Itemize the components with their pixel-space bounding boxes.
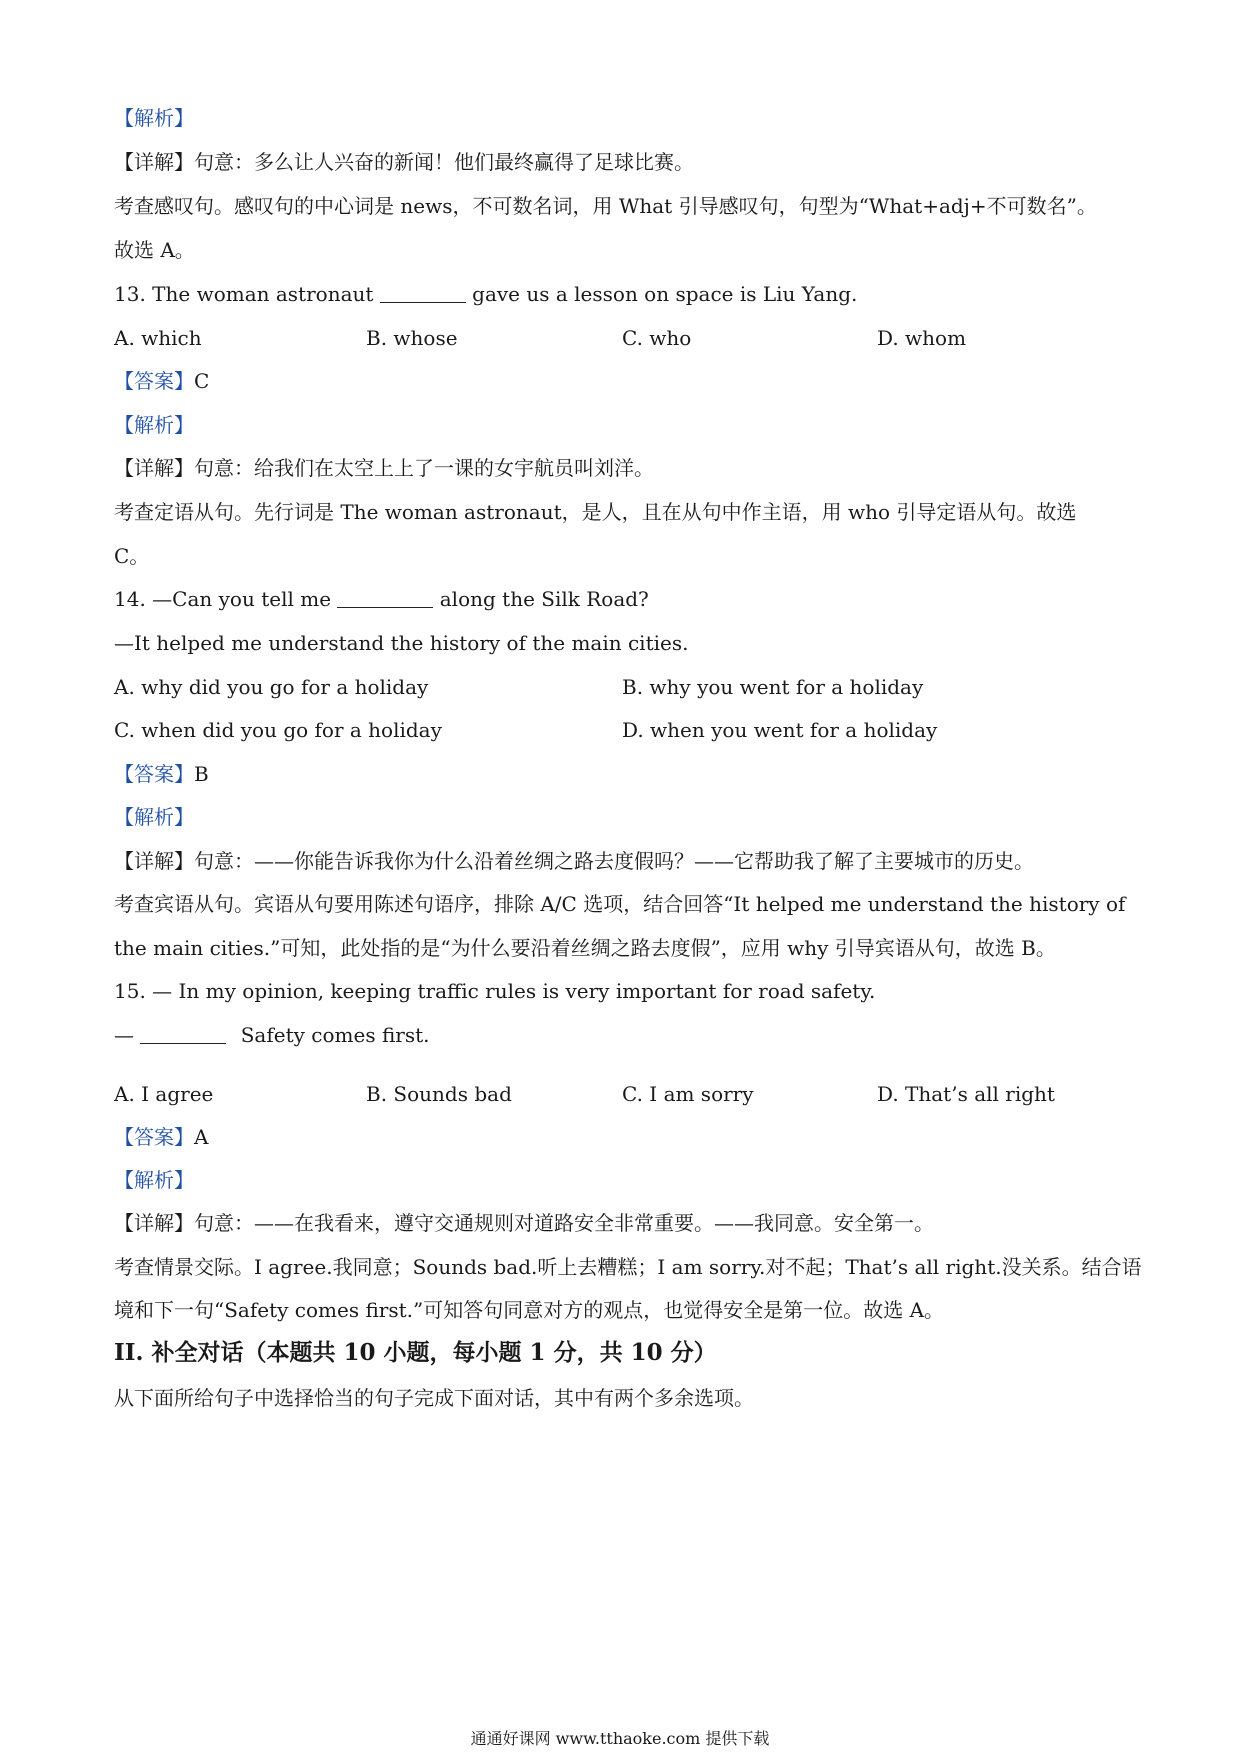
analysis-tag: 【解析】 (114, 413, 194, 437)
q14-reply: —It helped me understand the history of the main cities. (114, 631, 689, 655)
q15-answer: A (194, 1125, 209, 1149)
q15-stem: 15. — In my opinion, keeping traffic rules is very important for road safety. (114, 979, 876, 1003)
answer-tag: 【答案】 (114, 1125, 194, 1149)
q13-analysis-line (114, 411, 1134, 439)
q13-option-c: C. who (622, 326, 692, 350)
q14-detail-text: 句意：——你能告诉我你为什么沿着丝绸之路去度假吗？——它帮助我了解了主要城市的历史。 (194, 849, 1034, 873)
detail-tag: 【详解】 (114, 849, 194, 873)
q15-answer-line (114, 1123, 1134, 1151)
q15-blank (140, 1023, 226, 1044)
detail-tag: 【详解】 (114, 1211, 194, 1235)
answer-tag: 【答案】 (114, 369, 194, 393)
analysis-tag: 【解析】 (114, 1168, 194, 1192)
q14-stem-before: 14. —Can you tell me (114, 587, 332, 611)
q12-explain-line-2: 故选 A。 (114, 238, 195, 262)
q14-blank (337, 587, 433, 608)
analysis-tag: 【解析】 (114, 805, 194, 829)
q13-detail-text: 句意：给我们在太空上上了一课的女宇航员叫刘洋。 (194, 456, 654, 480)
q14-option-c: C. when did you go for a holiday (114, 718, 442, 742)
detail-tag: 【详解】 (114, 150, 194, 174)
q15-reply-dash: — (114, 1023, 134, 1047)
q14-analysis-line (114, 803, 1134, 831)
q15-option-c: C. I am sorry (622, 1082, 754, 1106)
q12-analysis-line (114, 104, 1134, 132)
q15-option-b: B. Sounds bad (366, 1082, 512, 1106)
q14-stem-after: along the Silk Road? (439, 587, 649, 611)
q12-explain-line-1: 考查感叹句。感叹句的中心词是 news，不可数名词，用 What 引导感叹句，句型为“What+adj+不可数名”。 (114, 194, 1097, 218)
q13-answer-line (114, 367, 1134, 395)
q15-reply (114, 1021, 1134, 1049)
q14-explain-line-1: 考查宾语从句。宾语从句要用陈述句语序，排除 A/C 选项，结合回答“It helped me understand the history of (114, 892, 1126, 916)
q13-option-a: A. which (114, 326, 202, 350)
q12-detail-text: 句意：多么让人兴奋的新闻！他们最终赢得了足球比赛。 (194, 150, 694, 174)
q14-option-b: B. why you went for a holiday (622, 675, 924, 699)
q15-option-d: D. That’s all right (877, 1082, 1055, 1106)
q13-explain-line-2: C。 (114, 544, 150, 568)
q13-answer: C (194, 369, 210, 393)
q15-explain-line-2: 境和下一句“Safety comes first.”可知答句同意对方的观点，也觉得安全是第一位。故选 A。 (114, 1298, 945, 1322)
q13-detail-line (114, 454, 1134, 482)
q15-analysis-line (114, 1166, 1134, 1194)
q13-stem-after: gave us a lesson on space is Liu Yang. (472, 282, 858, 306)
detail-tag: 【详解】 (114, 456, 194, 480)
q15-explain-line-1: 考查情景交际。I agree.我同意；Sounds bad.听上去糟糕；I am sorry.对不起；That’s all right.没关系。结合语 (114, 1255, 1142, 1279)
q13-explain-line-1: 考查定语从句。先行词是 The woman astronaut，是人，且在从句中作主语，用 who 引导定语从句。故选 (114, 500, 1077, 524)
page-footer: 通通好课网 www.tthaoke.com 提供下载 (470, 1729, 770, 1748)
q13-blank (380, 282, 466, 303)
q13-stem (114, 280, 1134, 308)
q14-stem (114, 585, 1134, 613)
section-2-instruction: 从下面所给句子中选择恰当的句子完成下面对话，其中有两个多余选项。 (114, 1386, 754, 1410)
analysis-tag: 【解析】 (114, 106, 194, 130)
q13-option-d: D. whom (877, 326, 967, 350)
q13-option-b: B. whose (366, 326, 458, 350)
q14-answer-line (114, 760, 1134, 788)
q14-option-d: D. when you went for a holiday (622, 718, 938, 742)
q15-option-a: A. I agree (114, 1082, 214, 1106)
q14-detail-line (114, 847, 1134, 875)
q14-explain-line-2: the main cities.”可知，此处指的是“为什么要沿着丝绸之路去度假”，应用 why 引导宾语从句，故选 B。 (114, 936, 1056, 960)
q14-option-a: A. why did you go for a holiday (114, 675, 429, 699)
q12-detail-line (114, 148, 1134, 176)
answer-tag: 【答案】 (114, 762, 194, 786)
section-2-title: II. 补全对话（本题共 10 小题，每小题 1 分，共 10 分） (114, 1339, 717, 1366)
q15-reply-after: Safety comes first. (240, 1023, 430, 1047)
q14-answer: B (194, 762, 209, 786)
q15-detail-line (114, 1209, 1134, 1237)
q15-detail-text: 句意：——在我看来，遵守交通规则对道路安全非常重要。——我同意。安全第一。 (194, 1211, 934, 1235)
q13-stem-before: 13. The woman astronaut (114, 282, 374, 306)
